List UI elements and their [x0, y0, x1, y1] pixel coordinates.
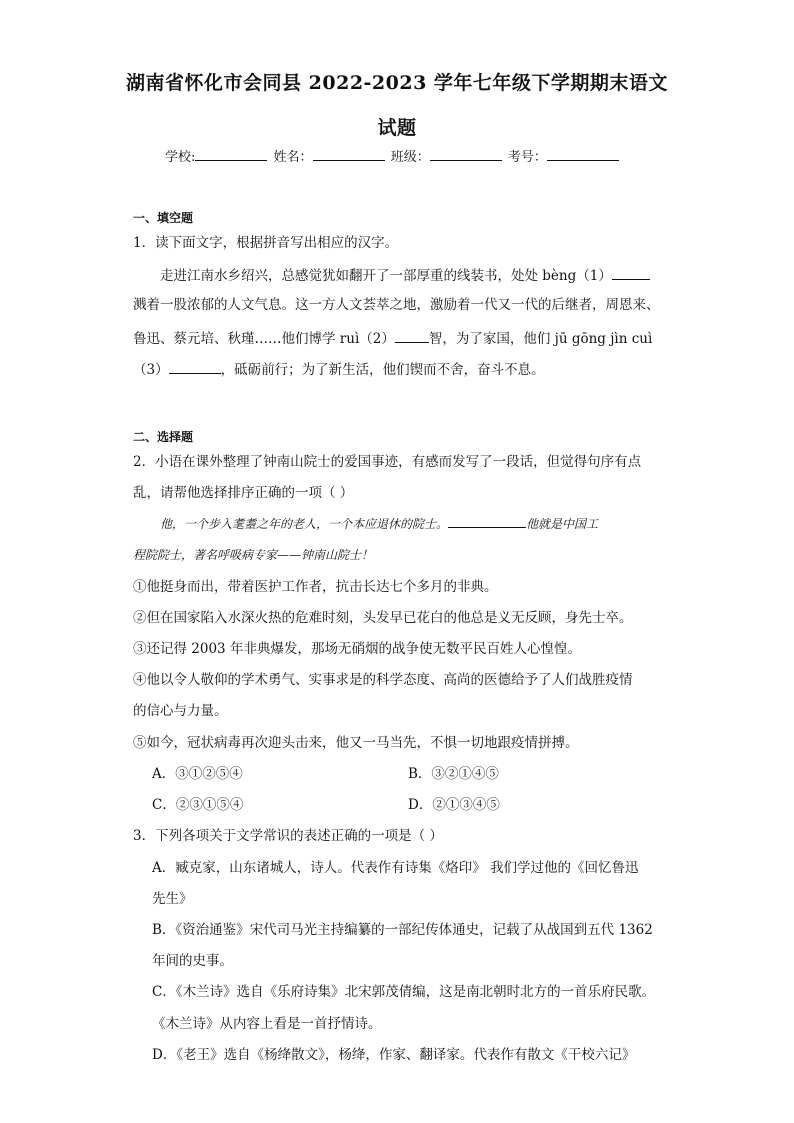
q2-blank[interactable]	[448, 515, 526, 528]
q3-option-b-cont: 年间的史事。	[152, 953, 233, 969]
q1-passage-text: 走进江南水乡绍兴，总感觉犹如翻开了一部厚重的线装书，处处 bèng（1）	[160, 268, 612, 284]
q2-stem-line1: 2．小语在课外整理了钟南山院士的爱国事迹，有感而发写了一段话，但觉得句序有点	[133, 454, 642, 470]
q2-sentence-1: ①他挺身而出，带着医护工作者，抗击长达七个多月的非典。	[133, 579, 498, 595]
class-field[interactable]	[430, 147, 502, 161]
section-heading-choice: 二、选择题	[133, 430, 194, 444]
q1-passage-line1	[160, 265, 650, 285]
school-label: 学校:	[165, 150, 196, 165]
q3-option-c[interactable]: C．《木兰诗》选自《乐府诗集》北宋郭茂倩编，这是南北朝时北方的一首乐府民歌。	[152, 984, 656, 1000]
q2-sentence-4b: 的信心与力量。	[133, 703, 228, 719]
document-title-line1: 湖南省怀化市会同县 2022-2023 学年七年级下学期期末语文	[126, 72, 668, 94]
section-heading-fill: 一、填空题	[133, 211, 194, 225]
q2-sentence-4a: ④他以令人敬仰的学术勇气、实事求是的科学态度、高尚的医德给予了人们战胜疫情	[133, 672, 633, 688]
exam-number-field[interactable]	[547, 147, 619, 161]
q2-option-a[interactable]: A．③①②⑤④	[152, 766, 243, 782]
q2-handwritten-line1	[160, 515, 598, 533]
q3-option-a[interactable]: A．臧克家，山东诸城人，诗人。代表作有诗集《烙印》 我们学过他的《回忆鲁迅	[152, 860, 639, 876]
q3-option-c-cont: 《木兰诗》从内容上看是一首抒情诗。	[152, 1016, 382, 1032]
q1-passage-text: （3）	[133, 362, 169, 378]
q1-stem: 1．读下面文字，根据拼音写出相应的汉字。	[133, 235, 399, 251]
q1-passage-text: 智，为了家国，他们 jū gōng jìn cuì	[428, 331, 653, 347]
q1-passage-line4	[133, 359, 545, 379]
q2-handwritten-text: 他就是中国工	[526, 517, 599, 531]
q3-option-b[interactable]: B．《资治通鉴》宋代司马光主持编纂的一部纪传体通史，记载了从战国到五代 1362	[152, 922, 653, 938]
exam-number-label: 考号：	[507, 150, 547, 165]
name-field[interactable]	[313, 147, 385, 161]
q3-stem: 3．下列各项关于文学常识的表述正确的一项是（ ）	[133, 828, 443, 844]
document-title-line2: 试题	[377, 117, 417, 139]
q2-handwritten-text: 他，一个步入耄耋之年的老人，一个本应退休的院士。	[160, 517, 449, 531]
q3-option-a-cont: 先生》	[152, 891, 193, 907]
q1-blank-1[interactable]	[612, 265, 650, 280]
student-info-row	[165, 146, 621, 165]
q2-option-c[interactable]: C．②③①⑤④	[152, 797, 244, 813]
q2-sentence-5: ⑤如今，冠状病毒再次迎头击来，他又一马当先，不惧一切地跟疫情拼搏。	[133, 735, 579, 751]
school-field[interactable]	[195, 147, 267, 161]
q1-passage-line2: 溅着一股浓郁的人文气息。这一方人文荟萃之地，激励着一代又一代的后继者，周恩来、	[133, 297, 660, 313]
name-label: 姓名：	[273, 150, 313, 165]
q2-handwritten-line2: 程院院士，著名呼吸病专家——钟南山院士！	[133, 548, 374, 562]
q2-stem-line2: 乱，请帮他选择排序正确的一项（ ）	[133, 485, 354, 501]
class-label: 班级：	[390, 150, 430, 165]
q2-option-b[interactable]: B．③②①④⑤	[408, 766, 499, 782]
q1-passage-line3	[133, 328, 652, 348]
q1-passage-text: ，砥砺前行；为了新生活，他们锲而不舍，奋斗不息。	[220, 362, 545, 378]
q2-sentence-3: ③还记得 2003 年非典爆发，那场无硝烟的战争使无数平民百姓人心惶惶。	[133, 641, 581, 657]
q2-sentence-2: ②但在国家陷入水深火热的危难时刻，头发早已花白的他总是义无反顾，身先士卒。	[133, 610, 633, 626]
q1-blank-3[interactable]	[169, 359, 221, 374]
q1-blank-2[interactable]	[395, 328, 429, 343]
q3-option-d[interactable]: D．《老王》选自《杨绛散文》，杨绛，作家、翻译家。代表作有散文《干校六记》	[152, 1047, 636, 1063]
q1-passage-text: 鲁迅、蔡元培、秋瑾……他们博学 ruì（2）	[133, 331, 395, 347]
q2-option-d[interactable]: D．②①③④⑤	[408, 797, 500, 813]
